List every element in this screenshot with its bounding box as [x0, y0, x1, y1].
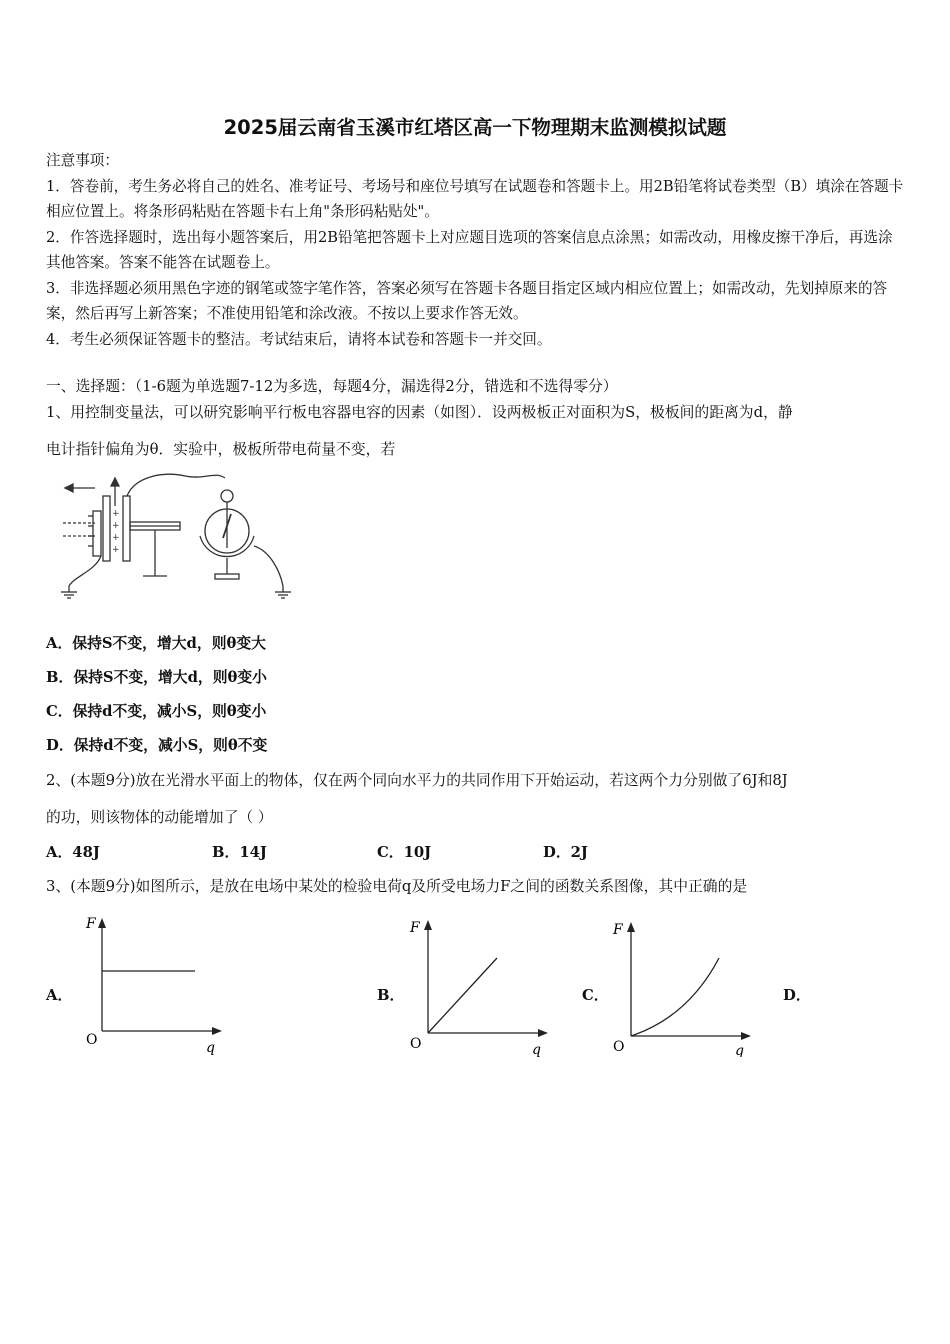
option-label: D． [46, 737, 74, 754]
option-text: 14J [239, 844, 267, 861]
origin-label: O [613, 1039, 625, 1055]
graph-b-curve [428, 958, 497, 1033]
q2-option-b[interactable] [212, 841, 267, 862]
y-axis-label: F [86, 916, 96, 932]
notice-item: 4．考生必须保证答题卡的整洁。考试结束后，请将本试卷和答题卡一并交回。 [46, 330, 552, 348]
page-title: 2025届云南省玉溪市红塔区高一下物理期末监测模拟试题 [223, 116, 727, 139]
option-text: 保持S不变，增大d，则θ变大 [72, 635, 266, 652]
option-text: 保持S不变，增大d，则θ变小 [73, 669, 267, 686]
option-label: B． [46, 669, 74, 686]
x-axis-label: q [206, 1040, 215, 1056]
q1-stem-line1: 1、用控制变量法，可以研究影响平行板电容器电容的因素（如图）．设两极板正对面积为S，极板间的距离为d，静 [46, 404, 793, 421]
q3-option-a[interactable]: A． [46, 987, 73, 1004]
notice-item: 3．非选择题必须用黑色字迹的钢笔或签字笔作答，答案必须写在答题卡各题目指定区域内相应位置上；如需改动，先划掉原来的答案，然后再写上新答案；不准使用铅笔和涂改液。不按以上要求作答无效。 [46, 279, 888, 322]
y-axis-label: F [613, 922, 623, 938]
q1-option-c[interactable] [46, 700, 266, 721]
option-label: B． [212, 844, 240, 861]
svg-text:+: + [112, 533, 120, 543]
q2-option-d[interactable] [543, 841, 588, 862]
q2-option-a[interactable] [46, 841, 100, 862]
q2-stem-line1: 2、(本题9分)放在光滑水平面上的物体，仅在两个同向水平力的共同作用下开始运动，若这两个力分别做了6J和8J [46, 772, 788, 789]
section-heading: 一、选择题：（1-6题为单选题7-12为多选，每题4分，漏选得2分，错选和不选得零分） [46, 378, 618, 395]
q3-option-c[interactable]: C． [582, 987, 609, 1004]
svg-text:+: + [112, 545, 120, 555]
option-label: A． [46, 635, 73, 652]
q2-option-c[interactable] [377, 841, 431, 862]
q1-stem-line2: 电计指针偏角为θ．实验中，极板所带电荷量不变，若 [46, 441, 396, 458]
notice-item: 2．作答选择题时，选出每小题答案后，用2B铅笔把答题卡上对应题目选项的答案信息点涂黑；如需改动，用橡皮擦干净后，再选涂其他答案。答案不能答在试题卷上。 [46, 228, 893, 271]
option-text: 保持d不变，减小S，则θ不变 [73, 737, 268, 754]
q3-option-b[interactable]: B． [377, 987, 405, 1004]
option-label: C． [377, 844, 404, 861]
notice-heading: 注意事项： [46, 152, 119, 169]
q3-option-d[interactable]: D． [783, 987, 811, 1004]
origin-label: O [86, 1032, 98, 1048]
q3-graph-b [404, 912, 554, 1057]
svg-text:+: + [112, 509, 120, 519]
q1-option-d[interactable] [46, 734, 267, 755]
notice-item: 1．答卷前，考生务必将自己的姓名、准考证号、考场号和座位号填写在试题卷和答题卡上。用2B铅笔将试卷类型（B）填涂在答题卡相应位置上。将条形码粘贴在答题卡右上角"条形码粘贴处"。 [46, 177, 904, 220]
q1-option-a[interactable] [46, 632, 266, 653]
origin-label: O [410, 1036, 422, 1052]
graph-c-curve [631, 958, 719, 1036]
svg-text:+: + [112, 521, 120, 531]
x-axis-label: q [735, 1043, 744, 1057]
option-text: 48J [72, 844, 100, 861]
x-axis-label: q [532, 1042, 541, 1057]
notice-section [46, 148, 906, 352]
q3-stem-line1: 3、(本题9分)如图所示，是放在电场中某处的检验电荷q及所受电场力F之间的函数关系图像，其中正确的是 [46, 878, 748, 895]
option-text: 2J [570, 844, 588, 861]
q1-option-b[interactable] [46, 666, 267, 687]
option-label: D． [543, 844, 571, 861]
q3-graph-c [607, 912, 757, 1057]
option-text: 10J [403, 844, 432, 861]
option-label: C． [46, 703, 73, 720]
option-text: 保持d不变，减小S，则θ变小 [72, 703, 267, 720]
option-label: A． [46, 844, 73, 861]
capacitor-electrometer-diagram [55, 466, 300, 606]
q2-stem-line2: 的功，则该物体的动能增加了（ ） [46, 809, 273, 826]
y-axis-label: F [410, 920, 420, 936]
q3-graph-a [78, 912, 228, 1057]
